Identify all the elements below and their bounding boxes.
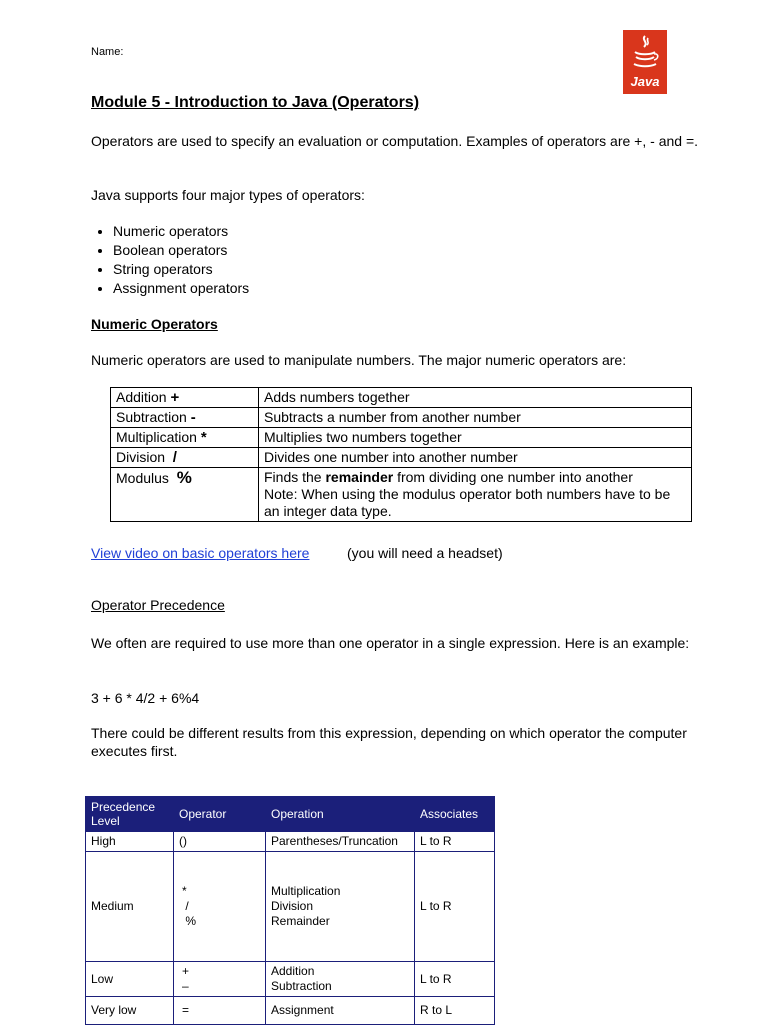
operator-description-cell: Subtracts a number from another number — [259, 408, 692, 428]
associates-cell: L to R — [415, 832, 495, 852]
video-link[interactable]: View video on basic operators here — [91, 545, 310, 561]
list-item: • Assignment operators — [113, 279, 249, 298]
numeric-operators-table — [110, 387, 692, 522]
operator-symbol: + — [170, 389, 180, 406]
operator-precedence-heading: Operator Precedence — [91, 597, 225, 613]
table-row — [86, 997, 495, 1025]
table-row — [111, 408, 692, 428]
column-header: Operator — [174, 797, 266, 832]
operator-name-cell: Subtraction - — [111, 408, 259, 428]
list-item: • Numeric operators — [113, 222, 249, 241]
table-row — [86, 852, 495, 962]
operator-description-cell: Divides one number into another number — [259, 448, 692, 468]
modulus-note: Note: When using the modulus operator both numbers have to be an integer data type. — [264, 486, 671, 519]
column-header: Precedence Level — [86, 797, 174, 832]
operator-cell: () — [174, 832, 266, 852]
types-intro: Java supports four major types of operators: — [91, 187, 365, 203]
example-expression: 3 + 6 * 4/2 + 6%4 — [91, 690, 200, 706]
list-item: • String operators — [113, 260, 249, 279]
precedence-paragraph: We often are required to use more than one operator in a single expression. Here is an example: — [91, 635, 690, 651]
operator-cell: + – — [174, 962, 266, 997]
precedence-level-cell: Low — [86, 962, 174, 997]
associates-cell: L to R — [415, 962, 495, 997]
operation-cell: Addition Subtraction — [266, 962, 415, 997]
operator-symbol: - — [190, 409, 196, 426]
operator-types-list — [91, 222, 249, 298]
precedence-level-cell: Very low — [86, 997, 174, 1025]
table-row — [111, 468, 692, 522]
precedence-level-cell: Medium — [86, 852, 174, 962]
table-header-row — [86, 797, 495, 832]
numeric-operators-heading: Numeric Operators — [91, 316, 218, 332]
operation-cell: Assignment — [266, 997, 415, 1025]
associates-cell: R to L — [415, 997, 495, 1025]
operator-cell: = — [174, 997, 266, 1025]
associates-cell: L to R — [415, 852, 495, 962]
table-row — [111, 428, 692, 448]
operator-symbol: * — [200, 429, 207, 446]
name-label: Name: — [91, 46, 124, 58]
intro-paragraph: Operators are used to specify an evaluation or computation. Examples of operators are +, - and =. — [91, 133, 699, 149]
operation-cell: Multiplication Division Remainder — [266, 852, 415, 962]
operator-description-cell: Multiplies two numbers together — [259, 428, 692, 448]
list-item: • Boolean operators — [113, 241, 249, 260]
operator-description-cell: Adds numbers together — [259, 388, 692, 408]
column-header: Associates — [415, 797, 495, 832]
page-title: Module 5 - Introduction to Java (Operators) — [91, 94, 420, 111]
numeric-intro: Numeric operators are used to manipulate numbers. The major numeric operators are: — [91, 352, 627, 368]
java-cup-icon — [623, 30, 667, 74]
precedence-table — [85, 796, 495, 1025]
table-row — [111, 448, 692, 468]
java-logo — [623, 30, 667, 94]
table-row — [111, 388, 692, 408]
table-row — [86, 832, 495, 852]
operator-name-cell: Division / — [111, 448, 259, 468]
operator-description-cell: Finds the remainder from dividing one number into another Note: When using the modulus operator both numbers have to be an integer data type. — [259, 468, 692, 522]
video-note: (you will need a headset) — [347, 545, 503, 561]
precedence-level-cell: High — [86, 832, 174, 852]
operator-name-cell: Addition + — [111, 388, 259, 408]
precedence-paragraph-2: There could be different results from this expression, depending on which operator the computer executes first. — [91, 725, 687, 759]
operator-symbol: / — [172, 449, 177, 466]
java-logo-text: Java — [630, 74, 660, 89]
operator-cell: * / % — [174, 852, 266, 962]
operation-cell: Parentheses/Truncation — [266, 832, 415, 852]
column-header: Operation — [266, 797, 415, 832]
operator-name-cell: Multiplication * — [111, 428, 259, 448]
operator-symbol: % — [176, 468, 192, 487]
table-row — [86, 962, 495, 997]
operator-name-cell: Modulus % — [111, 468, 259, 522]
